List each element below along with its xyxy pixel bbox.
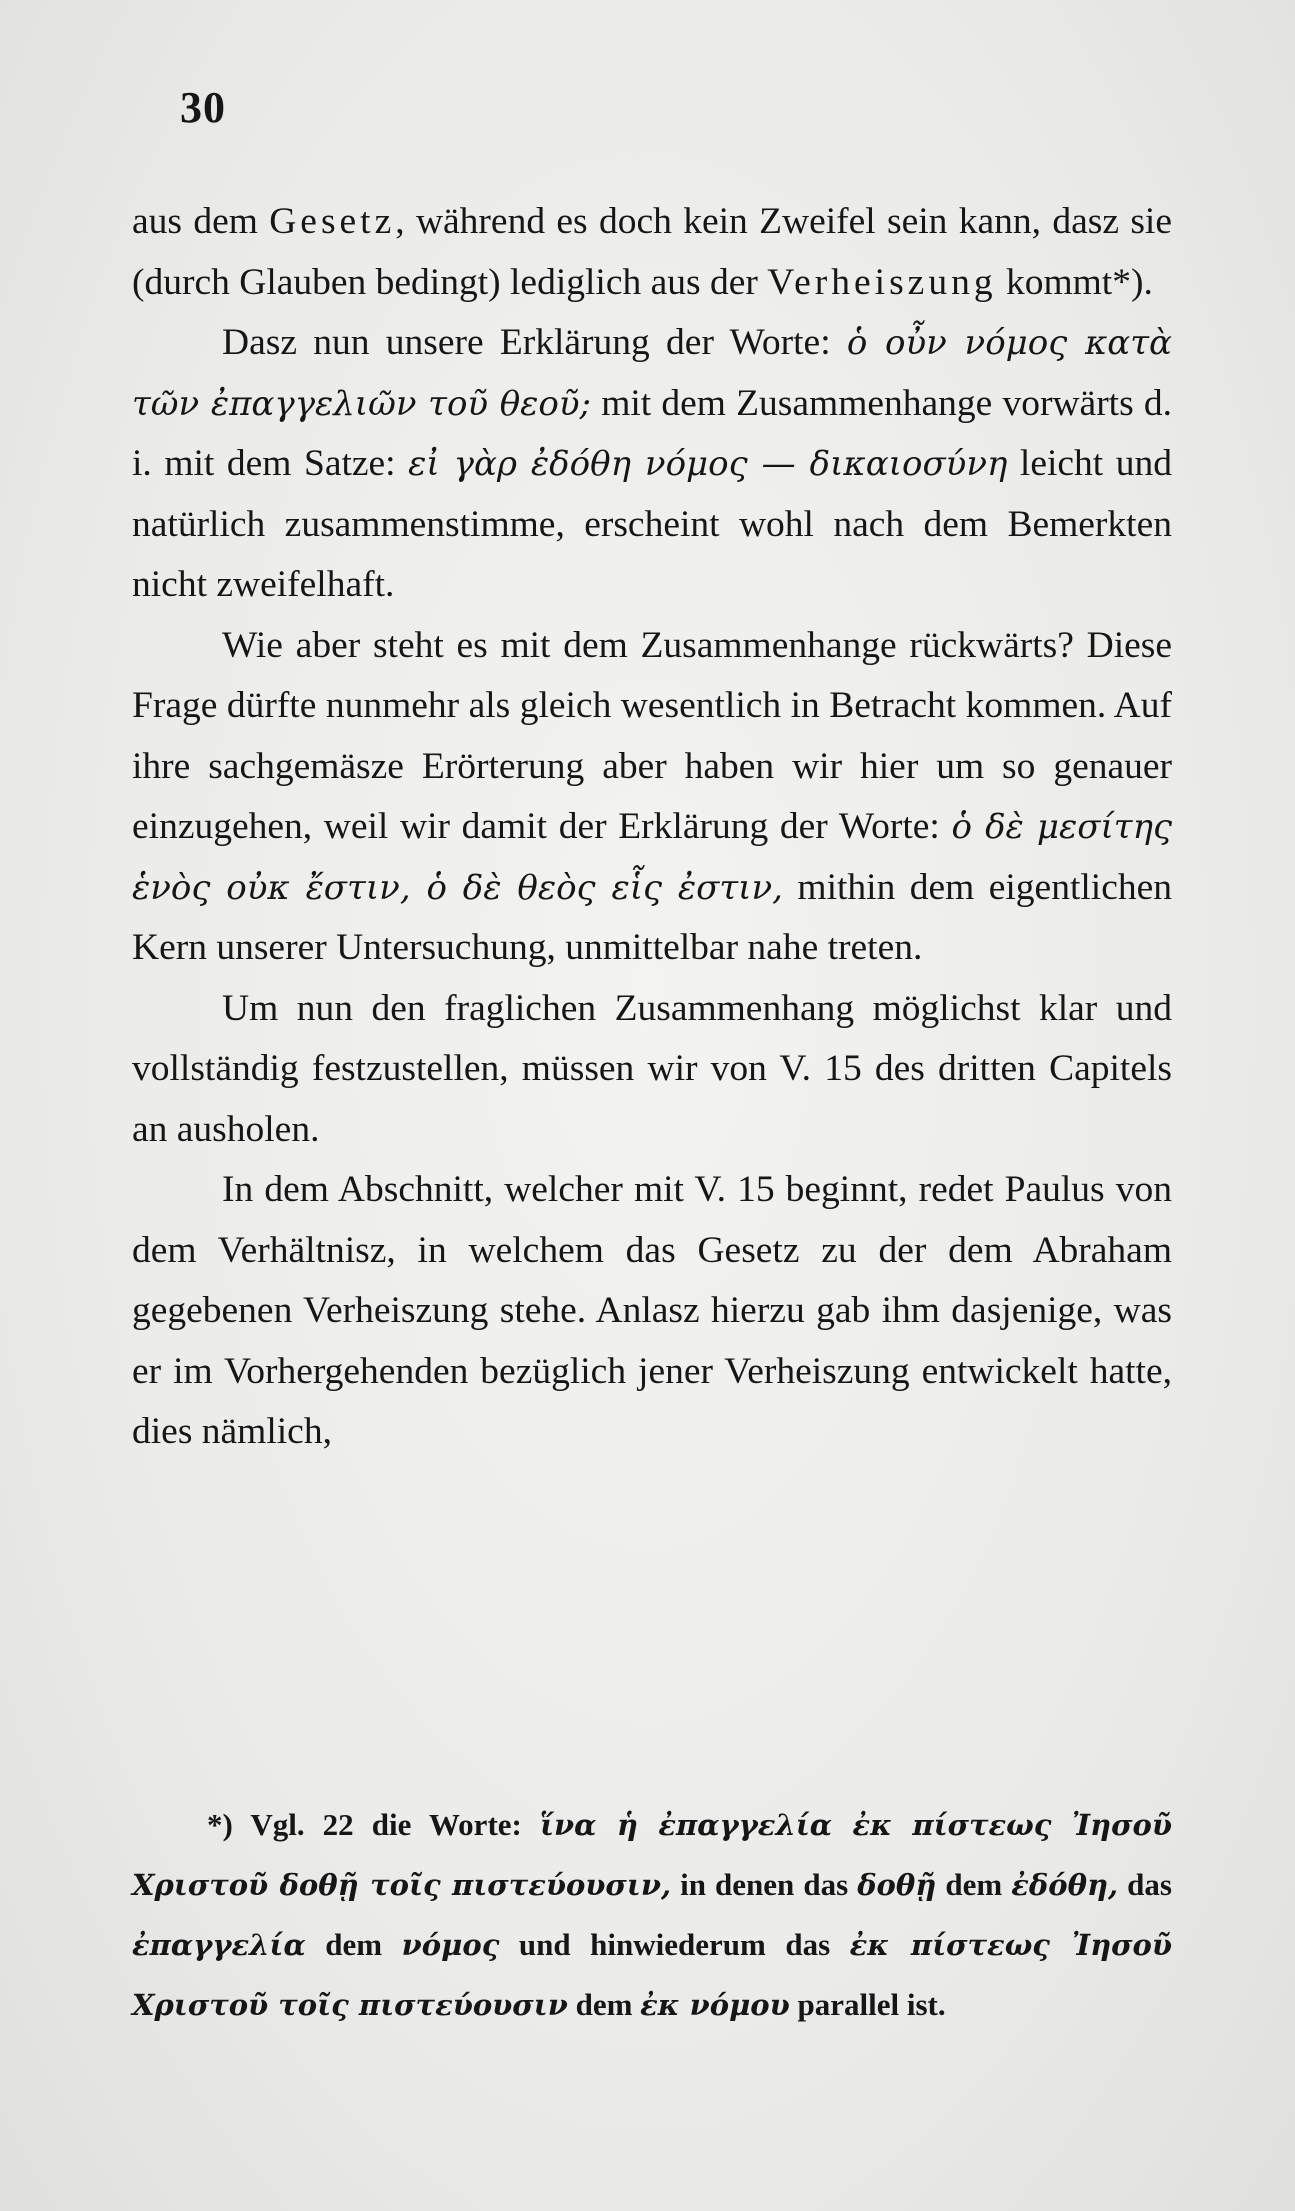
greek-text: ἐκ πίστεως Ἰησοῦ Χριστοῦ τοῖς πιστεύουσιν: [132, 1928, 1172, 2022]
page-number: 30: [180, 83, 226, 132]
paragraph: [132, 313, 1172, 616]
text-segment: das: [1118, 1867, 1172, 1902]
text-segment: dem: [567, 1987, 641, 2022]
text-segment: dem: [936, 1867, 1012, 1902]
spaced-text: Verheiszung: [767, 261, 997, 303]
text-segment: , während es doch kein Zweifel sein kann, dasz sie (durch Glauben bedingt) lediglich aus der: [132, 201, 1172, 303]
text-segment: dem: [305, 1927, 402, 1962]
greek-text: ὁ δὲ μεσίτης ἑνὸς οὐκ ἔστιν, ὁ δὲ θεὸς εἷς ἐστιν,: [132, 807, 1172, 908]
text-segment: Wie aber steht es mit dem Zusammenhange rückwärts? Diese Frage dürfte nunmehr als gleich wesentlich in Betracht kommen. Auf ihre sachgemäsze Erörterung aber haben wir hier um so genauer einzugehen, weil wir damit der Erklärung der Worte:: [132, 624, 1172, 847]
paragraph: [132, 1160, 1172, 1463]
greek-text: ὁ οὖν νόμος κατὰ τῶν ἐπαγγελιῶν τοῦ θεοῦ;: [132, 323, 1172, 424]
paragraph: [132, 192, 1172, 313]
text-segment: und hinwiederum das: [499, 1927, 850, 1962]
text-segment: in denen das: [671, 1867, 858, 1902]
text-segment: aus dem: [132, 201, 270, 242]
paragraph: [132, 616, 1172, 979]
greek-text: ἵνα ἡ ἐπαγγελία ἐκ πίστεως Ἰησοῦ Χριστοῦ δοθῇ τοῖς πιστεύουσιν,: [132, 1808, 1172, 1902]
footnote-paragraph: [132, 1795, 1172, 2035]
greek-text: δοθῇ: [857, 1868, 937, 1902]
text-segment: In dem Abschnitt, welcher mit V. 15 beginnt, redet Paulus von dem Verhältnisz, in welchem das Gesetz zu der dem Abraham gegebenen Verheiszung stehe. Anlasz hierzu gab ihm dasjenige, was er im Vorhergehenden bezüglich jener Verheiszung entwickelt hatte, dies nämlich,: [132, 1169, 1172, 1452]
text-segment: mithin dem eigentlichen Kern unserer Untersuchung, unmittelbar nahe treten.: [132, 866, 1172, 968]
greek-text: ἐκ νόμου: [640, 1988, 790, 2022]
greek-text: ἐδόθη,: [1011, 1868, 1119, 1902]
body-text: [132, 192, 1172, 1463]
greek-text: εἰ γὰρ ἐδόθη νόμος — δικαιοσύνη: [408, 444, 1008, 484]
text-segment: Um nun den fraglichen Zusammenhang möglichst klar und vollständig festzustellen, müssen wir von V. 15 des dritten Capitels an ausholen.: [132, 987, 1172, 1150]
text-segment: *) Vgl. 22 die Worte:: [207, 1807, 540, 1842]
text-segment: kommt*).: [996, 261, 1153, 303]
text-segment: leicht und natürlich zusammenstimme, erscheint wohl nach dem Bemerkten nicht zweifelhaft.: [132, 443, 1172, 605]
spaced-text: Gesetz: [269, 201, 396, 242]
greek-text: ἐπαγγελία: [132, 1928, 306, 1962]
footnote: [132, 1795, 1172, 2035]
paragraph: [132, 979, 1172, 1161]
text-segment: mit dem Zusammenhange vorwärts d. i. mit dem Satze:: [132, 382, 1172, 484]
text-segment: Dasz nun unsere Erklärung der Worte:: [222, 322, 847, 363]
text-segment: parallel ist.: [789, 1987, 946, 2022]
greek-text: νόμος: [401, 1928, 500, 1962]
